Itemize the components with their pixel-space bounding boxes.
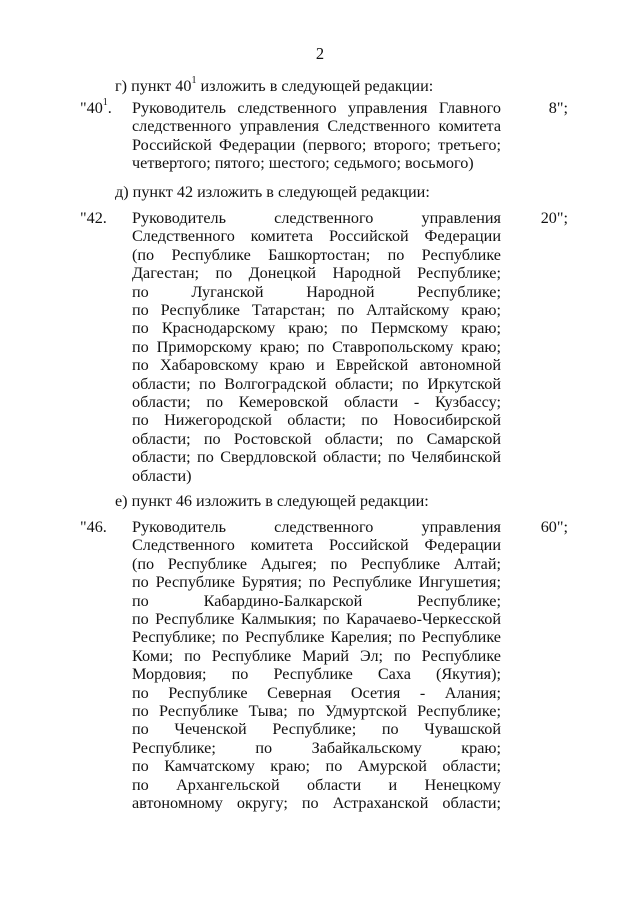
entry-42-count: 20"; bbox=[540, 209, 568, 227]
entry-46-line: Республике; по Республике Карелия; по Республике bbox=[132, 628, 501, 647]
instruction-g-superscript: 1 bbox=[191, 75, 197, 86]
entry-40-1-number-prefix: "40 bbox=[80, 99, 103, 117]
instruction-e: е) пункт 46 изложить в следующей редакции: bbox=[115, 492, 429, 510]
entry-42-line: Руководитель следственного управления bbox=[132, 209, 501, 227]
entry-40-1-line: Российской Федерации (первого; второго; третьего; bbox=[132, 135, 501, 154]
entry-46-number: "46. bbox=[80, 518, 107, 536]
instruction-g-prefix: г) пункт 40 bbox=[115, 77, 192, 95]
entry-42-line: по Краснодарскому краю; по Пермскому краю; bbox=[132, 319, 501, 338]
entry-46-line: по Республике Северная Осетия - Алания; bbox=[132, 683, 501, 702]
entry-46-line: Республике; по Забайкальскому краю; bbox=[132, 738, 501, 757]
entry-46-line: по Республике Тыва; по Удмуртской Республике; bbox=[132, 702, 501, 721]
entry-42-line: области; по Кемеровской области - Кузбассу; bbox=[132, 393, 501, 412]
entry-40-1-line: следственного управления Следственного комитета bbox=[132, 117, 501, 136]
entry-42-line: (по Республике Башкортостан; по Республике bbox=[132, 245, 501, 264]
entry-42-line: Дагестан; по Донецкой Народной Республике; bbox=[132, 264, 501, 283]
entry-46-line: (по Республике Адыгея; по Республике Алтай; bbox=[132, 554, 501, 573]
entry-40-1-number-suffix: . bbox=[107, 99, 112, 117]
entry-46-line: по Республике Бурятия; по Республике Ингушетия; bbox=[132, 573, 501, 592]
entry-42-line: области; по Свердловской области; по Челябинской bbox=[132, 448, 501, 467]
page-number: 2 bbox=[315, 44, 325, 63]
entry-46-line: Следственного комитета Российской Федерации bbox=[132, 536, 501, 555]
entry-42-line: по Республике Татарстан; по Алтайскому краю; bbox=[132, 301, 501, 320]
entry-46-line: Коми; по Республике Марий Эл; по Республике bbox=[132, 646, 501, 665]
instruction-d: д) пункт 42 изложить в следующей редакции: bbox=[115, 183, 430, 201]
instruction-g bbox=[115, 77, 433, 96]
entry-46-line: Мордовия; по Республике Саха (Якутия); bbox=[132, 665, 501, 684]
instruction-g-suffix: изложить в следующей редакции: bbox=[196, 77, 434, 95]
entry-42-line: области; по Ростовской области; по Самарской bbox=[132, 429, 501, 448]
entry-42-line: по Приморскому краю; по Ставропольскому краю; bbox=[132, 337, 501, 356]
entry-40-1-line: Руководитель следственного управления Главного bbox=[132, 99, 501, 117]
entry-42-line: по Хабаровскому краю и Еврейской автономной bbox=[132, 356, 501, 375]
entry-40-1-number bbox=[80, 99, 112, 118]
entry-42-line: по Луганской Народной Республике; bbox=[132, 282, 501, 301]
entry-46-line: по Камчатскому краю; по Амурской области; bbox=[132, 757, 501, 776]
entry-46-text bbox=[132, 518, 501, 813]
entry-42-line: области; по Волгоградской области; по Иркутской bbox=[132, 374, 501, 393]
entry-40-1-number-superscript: 1 bbox=[102, 97, 108, 108]
entry-40-1-count: 8"; bbox=[548, 99, 568, 117]
entry-42-line: области) bbox=[132, 466, 192, 485]
entry-46-count: 60"; bbox=[540, 518, 568, 536]
entry-46-line: по Архангельской области и Ненецкому bbox=[132, 775, 501, 794]
entry-42-line: Следственного комитета Российской Федерации bbox=[132, 227, 501, 246]
entry-46-line: по Кабардино-Балкарской Республике; bbox=[132, 591, 501, 610]
entry-46-line: по Чеченской Республике; по Чувашской bbox=[132, 720, 501, 739]
entry-40-1-text bbox=[132, 99, 501, 173]
entry-42-number: "42. bbox=[80, 209, 107, 227]
entry-42-text bbox=[132, 209, 501, 485]
entry-42-line: по Нижегородской области; по Новосибирской bbox=[132, 411, 501, 430]
entry-40-1-line: четвертого; пятого; шестого; седьмого; восьмого) bbox=[132, 154, 474, 173]
entry-46-line: по Республике Калмыкия; по Карачаево-Черкесской bbox=[132, 610, 501, 629]
entry-46-line: автономному округу; по Астраханской области; bbox=[132, 794, 501, 813]
entry-46-line: Руководитель следственного управления bbox=[132, 518, 501, 536]
